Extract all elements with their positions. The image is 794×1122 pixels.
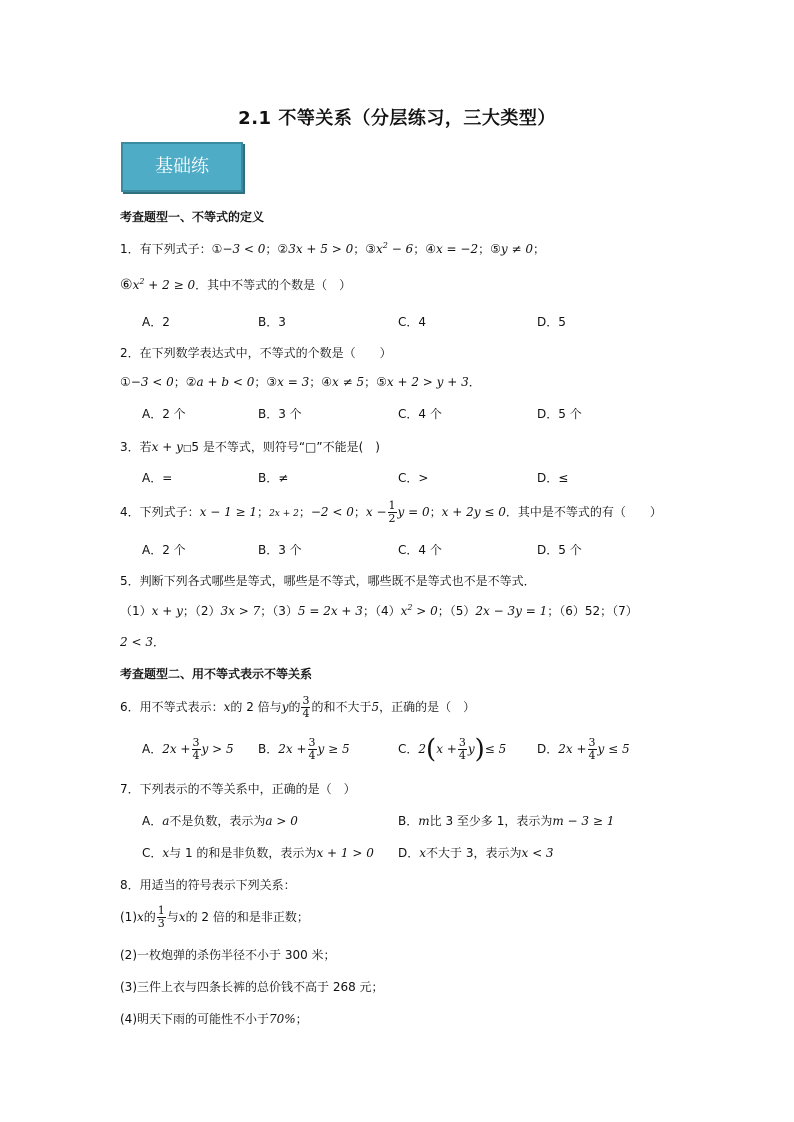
q4-option-c[interactable]: C．4 个 bbox=[398, 543, 442, 557]
q3-option-d[interactable]: D．≤ bbox=[537, 471, 569, 485]
q3-option-b[interactable]: B．≠ bbox=[258, 471, 289, 485]
q3-option-a[interactable]: A．= bbox=[142, 471, 173, 485]
q7-option-b[interactable]: B．m比 3 至少多 1，表示为m − 3 ≥ 1 bbox=[398, 814, 615, 828]
q6-option-d[interactable]: D．2x + $\frac{3}{4}$ y ≤ 5 bbox=[537, 736, 630, 762]
question-5-expressions: （1）x + y；（2）3x > 7；（3）5 = 2x + 3；$(4)x^2 > 0$；（5）2x − 3y = 1；（6）52；（7） bbox=[120, 603, 638, 618]
question-8-item-4: (4)明天下雨的可能性不小于70%； bbox=[120, 1012, 308, 1026]
q1-option-a[interactable]: A．2 bbox=[142, 315, 170, 329]
q1-option-d[interactable]: D．5 bbox=[537, 315, 566, 329]
q7-option-a[interactable]: A．a不是负数，表示为a > 0 bbox=[142, 814, 298, 828]
q1-option-b[interactable]: B．3 bbox=[258, 315, 286, 329]
q2-option-a[interactable]: A．2 个 bbox=[142, 407, 186, 421]
q2-option-d[interactable]: D．5 个 bbox=[537, 407, 582, 421]
question-8: 8．用适当的符号表示下列关系： bbox=[120, 878, 296, 892]
question-4: 4．下列式子：x − 1 ≥ 1；2x + 2；−2 < 0；x − $\frac{1}{2}$ y = 0；x + 2y ≤ 0．其中是不等式的有（ ） bbox=[120, 499, 662, 525]
question-5-line-3: 2 < 3． bbox=[120, 635, 165, 649]
section-heading-2: 考查题型二、用不等式表示不等关系 bbox=[120, 667, 313, 681]
q1-option-c[interactable]: C．4 bbox=[398, 315, 427, 329]
q4-option-b[interactable]: B．3 个 bbox=[258, 543, 302, 557]
question-6: 6．用不等式表示：x的 2 倍与y的 $\frac{3}{4}$ 的和不大于5，正确的是（ ） bbox=[120, 694, 476, 720]
q2-option-c[interactable]: C．4 个 bbox=[398, 407, 442, 421]
page-title: 2.1 不等关系（分层练习，三大类型） bbox=[238, 108, 556, 129]
q4-option-d[interactable]: D．5 个 bbox=[537, 543, 582, 557]
question-8-item-3: (3)三件上衣与四条长裤的总价钱不高于 268 元； bbox=[120, 980, 384, 994]
q3-option-c[interactable]: C．> bbox=[398, 471, 429, 485]
question-1: 1．有下列式子：①−3 < 0；②3x + 5 > 0；$③x^2 - 6$；④x = −2；⑤y ≠ 0； bbox=[120, 241, 545, 256]
q6-option-a[interactable]: A．2x + $\frac{3}{4}$ y > 5 bbox=[142, 736, 234, 762]
question-8-item-2: (2)一枚炮弹的杀伤半径不小于 300 米； bbox=[120, 948, 336, 962]
question-5: 5．判断下列各式哪些是等式，哪些是不等式，哪些既不是等式也不是不等式． bbox=[120, 574, 536, 588]
question-2: 2．在下列数学表达式中，不等式的个数是（ ） bbox=[120, 346, 392, 360]
question-8-item-1: (1)x的 $\frac{1}{3}$ 与x的 2 倍的和是非正数； bbox=[120, 904, 309, 930]
q7-option-c[interactable]: C．x与 1 的和是非负数，表示为x + 1 > 0 bbox=[142, 846, 374, 860]
q7-option-d[interactable]: D．x不大于 3，表示为x < 3 bbox=[398, 846, 554, 860]
level-badge bbox=[121, 142, 243, 192]
question-2-expressions: ①−3 < 0；②a + b < 0；③x = 3；④x ≠ 5；⑤x + 2 > y + 3． bbox=[120, 375, 481, 389]
q6-option-c[interactable]: C．2(x + $\frac{3}{4}$ y)≤ 5 bbox=[398, 734, 507, 765]
question-7: 7．下列表示的不等关系中，正确的是（ ） bbox=[120, 782, 356, 796]
section-heading-1: 考查题型一、不等式的定义 bbox=[120, 210, 265, 224]
q6-option-b[interactable]: B．2x + $\frac{3}{4}$ y ≥ 5 bbox=[258, 736, 350, 762]
q2-option-b[interactable]: B．3 个 bbox=[258, 407, 302, 421]
question-3: 3．若x + y□5 是不等式，则符号“□”不能是( ) bbox=[120, 440, 380, 454]
question-1-line-2: $⑥x^2 + 2 \ge 0$．其中不等式的个数是（ ） bbox=[120, 277, 352, 293]
level-badge-label: 基础练 bbox=[155, 156, 209, 177]
q4-option-a[interactable]: A．2 个 bbox=[142, 543, 186, 557]
